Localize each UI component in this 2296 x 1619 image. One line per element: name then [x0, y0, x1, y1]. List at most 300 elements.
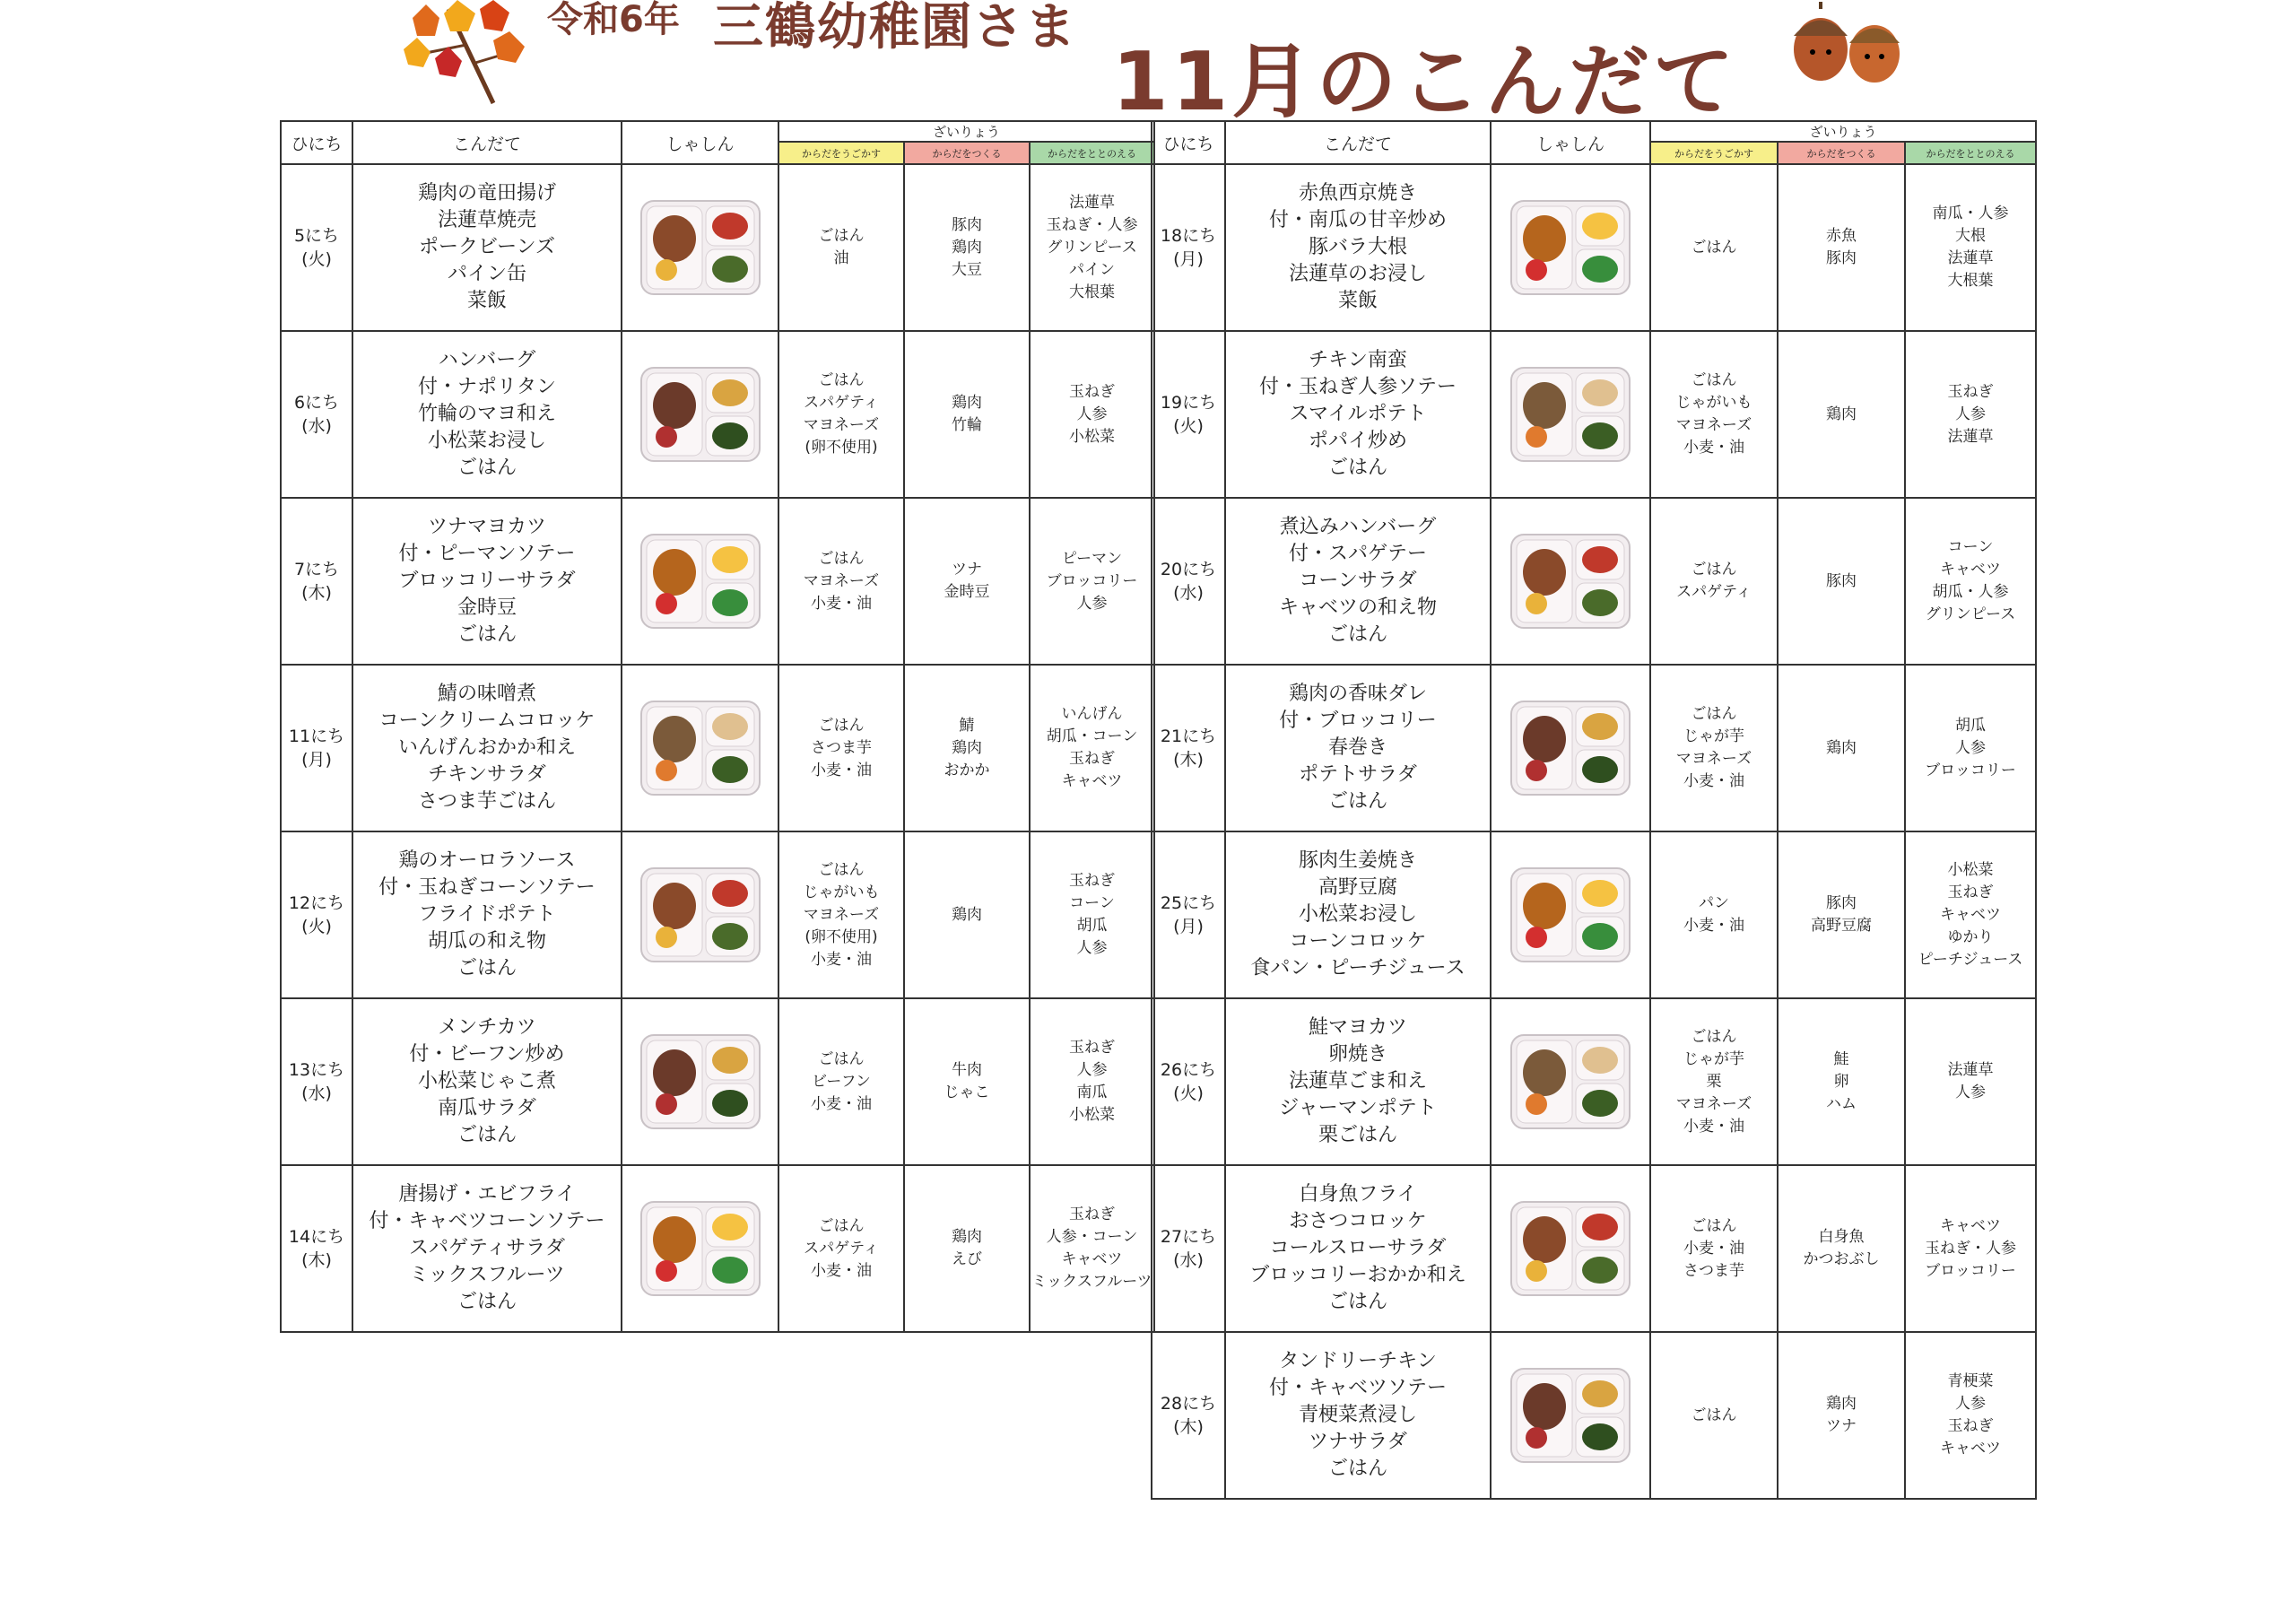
ingredient-item: 人参 [1076, 594, 1108, 613]
photo-cell [622, 164, 778, 331]
bento-photo [638, 1186, 763, 1311]
ingredient-item: 人参 [1076, 939, 1108, 957]
bento-photo [638, 185, 763, 310]
dish-cell [1225, 164, 1491, 331]
dish-item: ブロッコリーおかか和え [1249, 1264, 1466, 1286]
dish-item: さつま芋ごはん [417, 790, 556, 813]
ingredient-item: スパゲティ [804, 1239, 879, 1258]
day-cell [281, 331, 352, 498]
ingredient-item: 油 [833, 249, 849, 267]
day-cell [1152, 998, 1225, 1165]
day-of-week: (水) [301, 416, 332, 436]
dish-item: 赤魚西京焼き [1298, 182, 1417, 205]
dish-item: 付・玉ねぎコーンソテー [378, 876, 596, 899]
dish-item: 鶏のオーロラソース [398, 849, 576, 872]
ingredient-item: 小麦・油 [1683, 772, 1744, 790]
ingredient-item: 豚肉 [952, 215, 982, 234]
dish-item: 付・ナポリタン [417, 376, 556, 398]
ingredient-item: マヨネーズ [1675, 750, 1752, 768]
dish-item: 付・キャベツコーンソテー [369, 1210, 605, 1232]
dish-item: ごはん [1327, 790, 1387, 813]
energy-cell [778, 831, 904, 998]
ingredient-item: 人参 [1076, 1061, 1108, 1079]
dish-item: いんげんおかか和え [397, 736, 576, 759]
ingredient-item: ゆかり [1947, 927, 1994, 946]
dish-item: 南瓜サラダ [438, 1097, 536, 1119]
regulate-cell [1030, 831, 1154, 998]
regulate-cell [1905, 331, 2036, 498]
dish-item: ミックスフルーツ [409, 1264, 565, 1286]
energy-cell [1650, 1332, 1778, 1499]
bento-photo [638, 852, 763, 978]
ingredient-item: ブロッコリー [1925, 761, 2016, 779]
ingredient-item: 小松菜 [1069, 1106, 1115, 1124]
ingredient-item: さつま芋 [811, 738, 872, 757]
dish-item: ポークビーンズ [418, 236, 556, 258]
dish-item: コーンサラダ [1299, 570, 1417, 592]
menu-row [1152, 331, 2036, 498]
dish-item: ごはん [1327, 1458, 1387, 1480]
dish-item: 付・キャベツソテー [1268, 1377, 1447, 1399]
menu-row [281, 498, 1154, 665]
photo-cell [622, 498, 778, 665]
dish-item: 菜飯 [1337, 290, 1378, 312]
col-header-day: ひにち [1152, 121, 1225, 164]
ingredient-item: えび [952, 1250, 982, 1268]
ingredient-item: 小麦・油 [811, 1094, 872, 1113]
build-cell [904, 498, 1030, 665]
dish-item: 白身魚フライ [1299, 1183, 1417, 1206]
col-header-energy: からだをうごかす [1650, 142, 1778, 164]
dish-item: 鯖の味噌煮 [437, 683, 536, 705]
energy-cell [778, 164, 904, 331]
col-header-regulate: からだをととのえる [1905, 142, 2036, 164]
day-of-week: (水) [301, 1084, 332, 1103]
day-number: 28にち [1160, 1394, 1217, 1414]
col-header-ingredients: ざいりょう [1650, 121, 2036, 142]
bento-photo [1508, 685, 1633, 811]
day-cell [1152, 331, 1225, 498]
ingredient-item: コーン [1069, 894, 1115, 912]
dish-cell [352, 498, 622, 665]
day-number: 19にち [1160, 393, 1217, 413]
dish-cell [352, 331, 622, 498]
menu-row [281, 998, 1154, 1165]
day-number: 14にち [288, 1227, 345, 1247]
ingredient-item: 鯖 [959, 716, 975, 735]
menu-row [1152, 164, 2036, 331]
dish-item: 胡瓜の和え物 [427, 930, 546, 953]
ingredient-item: 胡瓜 [1076, 917, 1108, 935]
menu-row [1152, 498, 2036, 665]
energy-cell [778, 498, 904, 665]
dish-item: キャベツの和え物 [1278, 596, 1437, 619]
day-number: 27にち [1160, 1227, 1217, 1247]
dish-item: 鶏肉の竜田揚げ [417, 182, 556, 205]
ingredient-item: おかか [944, 761, 990, 779]
ingredient-item: 高野豆腐 [1811, 917, 1872, 935]
ingredient-item: 小麦・油 [811, 950, 872, 969]
ingredient-item: ピーマン [1061, 549, 1123, 568]
dish-item: 鮭マヨカツ [1308, 1016, 1407, 1039]
acorn-icon [1780, 0, 1915, 85]
menu-row [1152, 1165, 2036, 1332]
dish-item: 食パン・ピーチジュース [1250, 957, 1465, 979]
dish-item: おさつコロッケ [1289, 1210, 1427, 1232]
ingredient-item: 鶏肉 [1826, 405, 1857, 423]
build-cell [904, 331, 1030, 498]
ingredient-item: パン [1699, 894, 1729, 912]
ingredient-item: じゃがいも [803, 883, 880, 901]
dish-item: 菜飯 [466, 290, 507, 312]
era-label: 令和6年 [547, 0, 680, 40]
photo-cell [1491, 665, 1650, 831]
ingredient-item: スパゲティ [804, 394, 879, 412]
ingredient-item: 鶏肉 [1826, 738, 1857, 757]
energy-cell [1650, 498, 1778, 665]
ingredient-item: 鮭 [1833, 1049, 1849, 1068]
ingredient-item: 人参 [1955, 405, 1986, 423]
dish-item: ポテトサラダ [1299, 763, 1417, 786]
page-title: 11月のこんだて [1112, 35, 1738, 129]
ingredient-item: キャベツ [1940, 1440, 2001, 1458]
dish-item: 竹輪のマヨ和え [417, 403, 556, 425]
dish-item: ポパイ炒め [1308, 430, 1407, 452]
ingredient-item: 小麦・油 [1683, 917, 1744, 935]
col-header-ingredients: ざいりょう [778, 121, 1154, 142]
dish-cell [1225, 331, 1491, 498]
dish-item: 付・玉ねぎ人参ソテー [1258, 376, 1457, 398]
ingredient-item: ごはん [818, 371, 865, 389]
ingredient-item: 玉ねぎ [1069, 1206, 1115, 1223]
ingredient-item: 玉ねぎ [1069, 1039, 1115, 1057]
ingredient-item: 胡瓜・コーン [1046, 727, 1138, 745]
dish-item: 法蓮草のお浸し [1288, 263, 1427, 285]
ingredient-item: 小麦・油 [1683, 1117, 1744, 1136]
ingredient-item: ごはん [818, 549, 865, 568]
dish-item: コーンクリームコロッケ [378, 709, 596, 732]
dish-item: 卵焼き [1327, 1043, 1387, 1066]
ingredient-item: マヨネーズ [803, 571, 880, 590]
build-cell [1778, 1165, 1905, 1332]
ingredient-item: マヨネーズ [1675, 1094, 1752, 1113]
dish-item: 付・ブロッコリー [1279, 709, 1437, 732]
day-cell [281, 1165, 352, 1332]
photo-cell [622, 998, 778, 1165]
build-cell [1778, 998, 1905, 1165]
dish-cell [352, 665, 622, 831]
ingredient-item: 小松菜 [1069, 427, 1115, 446]
ingredient-item: 人参・コーン [1046, 1228, 1138, 1246]
dish-item: 付・ビーフン炒め [409, 1043, 565, 1066]
day-cell [281, 998, 352, 1165]
ingredient-item: じゃが芋 [1683, 727, 1744, 745]
dish-item: チキンサラダ [428, 763, 546, 786]
bento-photo [1508, 352, 1633, 477]
ingredient-item: ピーチジュース [1918, 950, 2023, 969]
photo-cell [1491, 831, 1650, 998]
dish-item: 栗ごはん [1318, 1124, 1397, 1146]
col-header-menu: こんだて [1225, 121, 1491, 164]
dish-cell [1225, 1165, 1491, 1332]
dish-item: ごはん [1327, 623, 1387, 646]
energy-cell [778, 998, 904, 1165]
ingredient-item: 豚肉 [1826, 249, 1857, 267]
ingredient-item: 法蓮草 [1947, 427, 1994, 446]
ingredient-item: 鶏肉 [952, 238, 982, 257]
build-cell [1778, 831, 1905, 998]
photo-cell [1491, 1332, 1650, 1499]
dish-item: ごはん [457, 457, 517, 479]
day-of-week: (木) [301, 1250, 332, 1270]
dish-item: ごはん [1327, 457, 1387, 479]
ingredient-item: ごはん [1691, 1406, 1737, 1424]
bento-photo [1508, 852, 1633, 978]
ingredient-item: さつま芋 [1683, 1261, 1744, 1280]
bento-photo [638, 518, 763, 644]
ingredient-item: 法蓮草 [1069, 193, 1115, 212]
ingredient-item: 青梗菜 [1947, 1372, 1994, 1390]
ingredient-item: (卵不使用) [804, 927, 878, 946]
photo-cell [1491, 998, 1650, 1165]
kindergarten-name: 三鶴幼稚園さま [713, 0, 1077, 57]
day-number: 12にち [288, 893, 345, 913]
menu-row [281, 164, 1154, 331]
photo-cell [622, 831, 778, 998]
bento-photo [638, 1019, 763, 1145]
ingredient-item: いんげん [1061, 705, 1123, 723]
dish-item: ブロッコリーサラダ [398, 570, 576, 592]
day-cell [281, 831, 352, 998]
day-number: 18にち [1160, 226, 1217, 246]
day-cell [281, 164, 352, 331]
ingredient-item: 赤魚 [1826, 227, 1857, 245]
ingredient-item: グリンピース [1925, 605, 2016, 623]
menu-row [1152, 1332, 2036, 1499]
bento-photo [1508, 1186, 1633, 1311]
photo-cell [1491, 164, 1650, 331]
photo-cell [1491, 1165, 1650, 1332]
dish-item: タンドリーチキン [1279, 1350, 1437, 1372]
dish-item: ごはん [457, 1124, 517, 1146]
regulate-cell [1905, 1332, 2036, 1499]
ingredient-item: ごはん [1691, 1027, 1737, 1046]
ingredient-item: 玉ねぎ [1947, 382, 1994, 401]
dish-cell [352, 998, 622, 1165]
regulate-cell [1030, 164, 1154, 331]
dish-item: ごはん [457, 1291, 517, 1313]
dish-item: チキン南蛮 [1309, 349, 1407, 371]
day-cell [1152, 831, 1225, 998]
day-of-week: (水) [1173, 583, 1204, 603]
ingredient-item: ごはん [1691, 238, 1737, 257]
day-of-week: (火) [301, 917, 332, 936]
ingredient-item: じゃがいも [1675, 394, 1752, 412]
build-cell [1778, 164, 1905, 331]
day-of-week: (火) [1173, 1084, 1204, 1103]
dish-item: 小松菜じゃこ煮 [417, 1070, 556, 1092]
ingredient-item: 玉ねぎ [1947, 1417, 1994, 1435]
ingredient-item: ごはん [1691, 1216, 1737, 1235]
energy-cell [1650, 164, 1778, 331]
ingredient-item: 小麦・油 [811, 594, 872, 613]
autumn-leaves-icon [395, 0, 529, 108]
ingredient-item: 牛肉 [952, 1061, 982, 1079]
ingredient-item: ごはん [818, 716, 865, 735]
regulate-cell [1030, 331, 1154, 498]
ingredient-item: 玉ねぎ [1069, 872, 1115, 890]
dish-item: 金時豆 [457, 596, 517, 619]
ingredient-item: 大根葉 [1069, 283, 1115, 301]
day-cell [281, 665, 352, 831]
build-cell [904, 164, 1030, 331]
col-header-energy: からだをうごかす [778, 142, 904, 164]
day-number: 13にち [288, 1060, 345, 1080]
ingredient-item: 小麦・油 [1683, 439, 1744, 457]
bento-photo [638, 685, 763, 811]
dish-item: 付・南瓜の甘辛炒め [1268, 209, 1447, 231]
dish-item: 付・ピーマンソテー [398, 543, 576, 565]
photo-cell [622, 331, 778, 498]
ingredient-item: 胡瓜・人参 [1932, 583, 2009, 601]
menu-row [281, 831, 1154, 998]
ingredient-item: マヨネーズ [1675, 416, 1752, 434]
build-cell [1778, 498, 1905, 665]
ingredient-item: ビーフン [812, 1072, 871, 1091]
ingredient-item: 小松菜 [1947, 860, 1994, 879]
ingredient-item: 人参 [1076, 405, 1108, 423]
ingredient-item: 金時豆 [944, 583, 990, 601]
ingredient-item: 小麦・油 [811, 761, 872, 779]
ingredient-item: 法蓮草 [1947, 1061, 1994, 1079]
bento-photo [1508, 185, 1633, 310]
ingredient-item: 南瓜・人参 [1932, 205, 2009, 222]
build-cell [1778, 331, 1905, 498]
ingredient-item: キャベツ [1940, 905, 2001, 924]
energy-cell [1650, 665, 1778, 831]
ingredient-item: 小麦・油 [811, 1261, 872, 1280]
day-of-week: (火) [1173, 416, 1204, 436]
dish-item: メンチカツ [438, 1016, 536, 1039]
dish-cell [1225, 831, 1491, 998]
ingredient-item: 大根 [1955, 227, 1986, 245]
ingredient-item: 玉ねぎ [1069, 382, 1115, 401]
day-number: 5にち [293, 226, 340, 246]
ingredient-item: 玉ねぎ [1947, 883, 1994, 901]
dish-item: パイン缶 [447, 263, 526, 285]
dish-item: スマイルポテト [1289, 403, 1427, 425]
build-cell [904, 831, 1030, 998]
ingredient-item: パイン [1069, 260, 1115, 279]
ingredient-item: 胡瓜 [1955, 716, 1986, 735]
day-of-week: (水) [1173, 1250, 1204, 1270]
ingredient-item: ごはん [1691, 705, 1737, 723]
ingredient-item: ツナ [1826, 1417, 1857, 1435]
ingredient-item: 玉ねぎ [1069, 750, 1115, 768]
dish-item: 春巻き [1327, 736, 1387, 759]
bento-photo [638, 352, 763, 477]
menu-table-right [1151, 120, 2037, 1500]
dish-item: 鶏肉の香味ダレ [1288, 683, 1427, 705]
regulate-cell [1030, 498, 1154, 665]
ingredient-item: 鶏肉 [952, 738, 982, 757]
ingredient-item: 小麦・油 [1683, 1239, 1744, 1258]
ingredient-item: スパゲティ [1676, 583, 1752, 601]
col-header-build: からだをつくる [904, 142, 1030, 164]
ingredient-item: ごはん [1691, 371, 1737, 389]
ingredient-item: 白身魚 [1818, 1228, 1865, 1246]
dish-cell [1225, 998, 1491, 1165]
dish-item: ごはん [1327, 1291, 1387, 1313]
col-header-menu: こんだて [352, 121, 622, 164]
ingredient-item: じゃこ [944, 1084, 990, 1101]
menu-row [281, 665, 1154, 831]
ingredient-item: 法蓮草 [1947, 249, 1994, 267]
menu-row [281, 1165, 1154, 1332]
build-cell [1778, 1332, 1905, 1499]
day-cell [281, 498, 352, 665]
day-number: 7にち [293, 560, 340, 579]
photo-cell [622, 1165, 778, 1332]
day-of-week: (火) [301, 249, 332, 269]
dish-item: スパゲティサラダ [408, 1237, 566, 1259]
dish-item: ツナサラダ [1309, 1431, 1407, 1453]
day-of-week: (月) [1173, 249, 1204, 269]
ingredient-item: ミックスフルーツ [1031, 1273, 1152, 1291]
ingredient-item: 竹輪 [952, 416, 982, 434]
dish-item: 小松菜お浸し [1298, 903, 1417, 926]
energy-cell [1650, 331, 1778, 498]
dish-item: フライドポテト [418, 903, 556, 926]
col-header-build: からだをつくる [1778, 142, 1905, 164]
ingredient-item: コーン [1947, 538, 1994, 556]
regulate-cell [1905, 665, 2036, 831]
menu-row [1152, 665, 2036, 831]
ingredient-item: グリンピース [1047, 238, 1137, 257]
day-cell [1152, 498, 1225, 665]
energy-cell [778, 331, 904, 498]
energy-cell [1650, 831, 1778, 998]
energy-cell [1650, 1165, 1778, 1332]
ingredient-item: キャベツ [1061, 772, 1123, 790]
menu-row [1152, 998, 2036, 1165]
day-number: 26にち [1160, 1060, 1217, 1080]
menu-table-left [280, 120, 1155, 1333]
ingredient-item: マヨネーズ [803, 905, 880, 924]
dish-item: 法蓮草ごま和え [1288, 1070, 1427, 1092]
ingredient-item: 卵 [1833, 1072, 1849, 1091]
energy-cell [778, 1165, 904, 1332]
day-cell [1152, 665, 1225, 831]
day-of-week: (月) [1173, 917, 1204, 936]
ingredient-item: じゃが芋 [1683, 1049, 1744, 1068]
bento-photo [1508, 1353, 1633, 1478]
ingredient-item: 鶏肉 [1826, 1395, 1857, 1413]
dish-item: 豚バラ大根 [1308, 236, 1407, 258]
ingredient-item: 大豆 [952, 260, 982, 279]
dish-item: コールスローサラダ [1269, 1237, 1447, 1259]
ingredient-item: ブロッコリー [1046, 571, 1138, 590]
ingredient-item: かつおぶし [1803, 1250, 1880, 1268]
ingredient-item: 玉ねぎ・人参 [1046, 215, 1138, 234]
ingredient-item: ブロッコリー [1925, 1261, 2016, 1280]
ingredient-item: 豚肉 [1826, 571, 1857, 590]
photo-cell [1491, 331, 1650, 498]
regulate-cell [1905, 831, 2036, 998]
dish-item: コーンコロッケ [1289, 930, 1427, 953]
page-header [0, 0, 2296, 129]
dish-cell [352, 1165, 622, 1332]
